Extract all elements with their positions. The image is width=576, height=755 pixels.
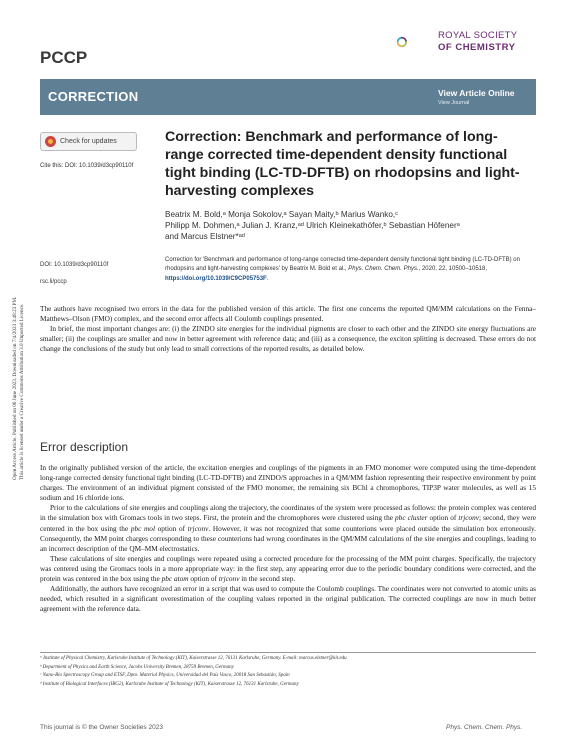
author-list xyxy=(165,209,535,242)
affiliation: ᶜ Nano-Bio Spectroscopy Group and ETSF, Dpto. Material Physics, Universidad del País Vasco, 20018 San Sebastián, Spain xyxy=(40,673,290,679)
footer-copyright: This journal is © the Owner Societies 2023 xyxy=(40,724,163,731)
open-access-line1: Open Access Article. Published on 06 June 2023. Downloaded on 7/4/2023 3:48:23 PM. xyxy=(12,296,18,480)
paragraph: The authors have recognised two errors in the data for the published version of this article. The first one concerns the reported QM/MM calculations on the Fenna–Matthews–Olson (FMO) complex, and the second error affects all Coulomb couplings presented. xyxy=(40,304,536,324)
footnote-divider xyxy=(40,652,536,653)
publisher-line2: OF CHEMISTRY xyxy=(438,41,516,53)
article-type-label: CORRECTION xyxy=(48,89,139,104)
text-run: pbc cluster xyxy=(395,513,428,523)
footer-journal: Phys. Chem. Chem. Phys. xyxy=(446,724,523,731)
check-for-updates-label: Check for updates xyxy=(60,138,117,145)
error-section xyxy=(40,463,536,614)
text-run: option of xyxy=(155,523,188,533)
paragraph: Additionally, the authors have recognized an error in a script that was used to compute the Coulomb couplings. The coordinates were not converted to atomic units as needed, which resulted in a significant overestimation of the coupling values reported in the original publication. The corrected couplings are now in much better agreement with the reference data. xyxy=(40,584,536,614)
affiliation: ᵈ Institute of Biological Interfaces (IBG2), Karlsruhe Institute of Technology (KIT), Kaiserstrasse 12, 76131 Karlsruhe, Germany xyxy=(40,681,299,687)
correction-for-text: Correction for 'Benchmark and performance of long-range corrected time-dependent density functional tight binding (LC-TD-DFTB) on rhodopsins and light-harvesting complexes' by Beatrix M. Bold et al., xyxy=(165,257,520,273)
check-for-updates-button[interactable] xyxy=(40,132,137,151)
paragraph xyxy=(40,554,536,584)
period: . xyxy=(266,275,269,282)
author-line: Philipp M. Dohmen,ᵃ Julian J. Kranz,ᵃᵈ Ulrich Kleinekathöfer,ᵇ Sebastian Höfenerᵃ xyxy=(165,221,460,230)
original-article-doi-link[interactable]: https://doi.org/10.1039/C9CP05753F xyxy=(165,275,267,282)
publisher-name xyxy=(438,30,517,53)
affiliations xyxy=(40,655,536,689)
open-access-notice xyxy=(12,150,26,480)
text-run: pbc atom xyxy=(161,574,189,584)
text-run: These calculations of site energies and couplings were repeated using a corrected procedure for the processing of the MM point charges. Specifically, the trajectory was centered using the Gromacs tools in a more appropriate way: in the first step, any appearing error due to the periodic boundary conditions were corrected, and the protein was centered in the box using the xyxy=(40,553,536,584)
text-run: Prior to the calculations of site energies and couplings along the trajectory, the coordinates of the system were processed as follows: the protein complex was centered in the simulation box with Gromacs tools in two steps. First, the protein and the chromophores were clustered using the xyxy=(40,503,536,523)
text-run: . However, it was not recognized that some counterions were placed outside the simulation box erroneously. Consequently, the MM point charges corresponding to these counterions had wrong coordinates in the QM/MM calculations of the site energies and couplings, leading to an incorrect description of the QM–MM electrostatics. xyxy=(40,523,537,553)
author-line: and Marcus Elstner*ᵃᵈ xyxy=(165,232,245,241)
paragraph: In the originally published version of the article, the excitation energies and couplings of the pigments in an FMO monomer were computed using the time-dependent long-range corrected density functional tight binding (LC-TD-DFTB) and ZINDO/S approaches in a QM/MM fashion representing their respective environment by point charges. The environment of an individual pigment consisted of the FMO monomer, the remaining six BChl a chromophores, TIP3P water molecules, as well as 15 sodium and 16 chloride ions. xyxy=(40,463,536,503)
text-run: option of xyxy=(188,574,219,584)
correction-for xyxy=(165,256,537,284)
affiliation: ᵇ Department of Physics and Earth Science, Jacobs University Bremen, 28759 Bremen, Germany xyxy=(40,664,234,670)
view-article-online-link[interactable]: View Article Online xyxy=(438,88,515,98)
crossmark-icon xyxy=(45,136,56,147)
text-run: trjconv xyxy=(458,513,480,523)
journal-name: PCCP xyxy=(40,48,88,67)
article-title: Correction: Benchmark and performance of long-range corrected time-dependent density functional tight binding (LC-TD-DFTB) on rhodopsins and light-harvesting complexes xyxy=(165,129,520,199)
view-journal-link[interactable]: View Journal xyxy=(438,100,470,106)
author-line: Beatrix M. Bold,ᵃ Monja Sokolov,ᵃ Sayan Maity,ᵇ Marius Wanko,ᶜ xyxy=(165,210,399,219)
year-volume: 2020, 22, 10500–10518, xyxy=(421,266,488,273)
text-run: ; second, they were centered in the box using the xyxy=(40,513,537,533)
rsc-logo-icon xyxy=(396,22,436,62)
text-run: pbc mol xyxy=(130,523,155,533)
text-run: trjconv xyxy=(187,523,209,533)
section-heading: Error description xyxy=(40,440,129,454)
intro-section xyxy=(40,304,536,354)
affiliation: ᵃ Institute of Physical Chemistry, Karlsruhe Institute of Technology (KIT), Kaiserstrasse 12, 76131 Karlsruhe, Germany. E-mail: marcus.elstner@kit.edu xyxy=(40,656,347,661)
publisher-line1: ROYAL SOCIETY xyxy=(438,30,518,41)
text-run: option of xyxy=(427,513,459,523)
text-run: trjconv xyxy=(218,574,240,584)
text-run: in the second step. xyxy=(239,574,296,584)
cite-this: Cite this: DOI: 10.1039/d3cp90110f xyxy=(40,163,134,169)
paragraph xyxy=(40,503,536,553)
journal-ref: Phys. Chem. Chem. Phys., xyxy=(348,266,421,273)
doi: DOI: 10.1039/d3cp90110f xyxy=(40,262,109,268)
journal-link[interactable]: rsc.li/pccp xyxy=(40,279,67,285)
paragraph: In brief, the most important changes are: (i) the ZINDO site energies for the individual pigments are closer to each other and the ZINDO site energy fluctuations are smaller; (ii) the couplings are smaller and now in better agreement with reference data; and (iii) as a consequence, the exciton splitting is decreased. These errors do not change the conclusions of the study but only lead to small corrections of the reported results, as detailed below. xyxy=(40,324,536,354)
open-access-line2: This article is licensed under a Creative Commons Attribution 3.0 Unported Licence. xyxy=(19,303,25,480)
open-access-sidebar xyxy=(4,150,38,480)
